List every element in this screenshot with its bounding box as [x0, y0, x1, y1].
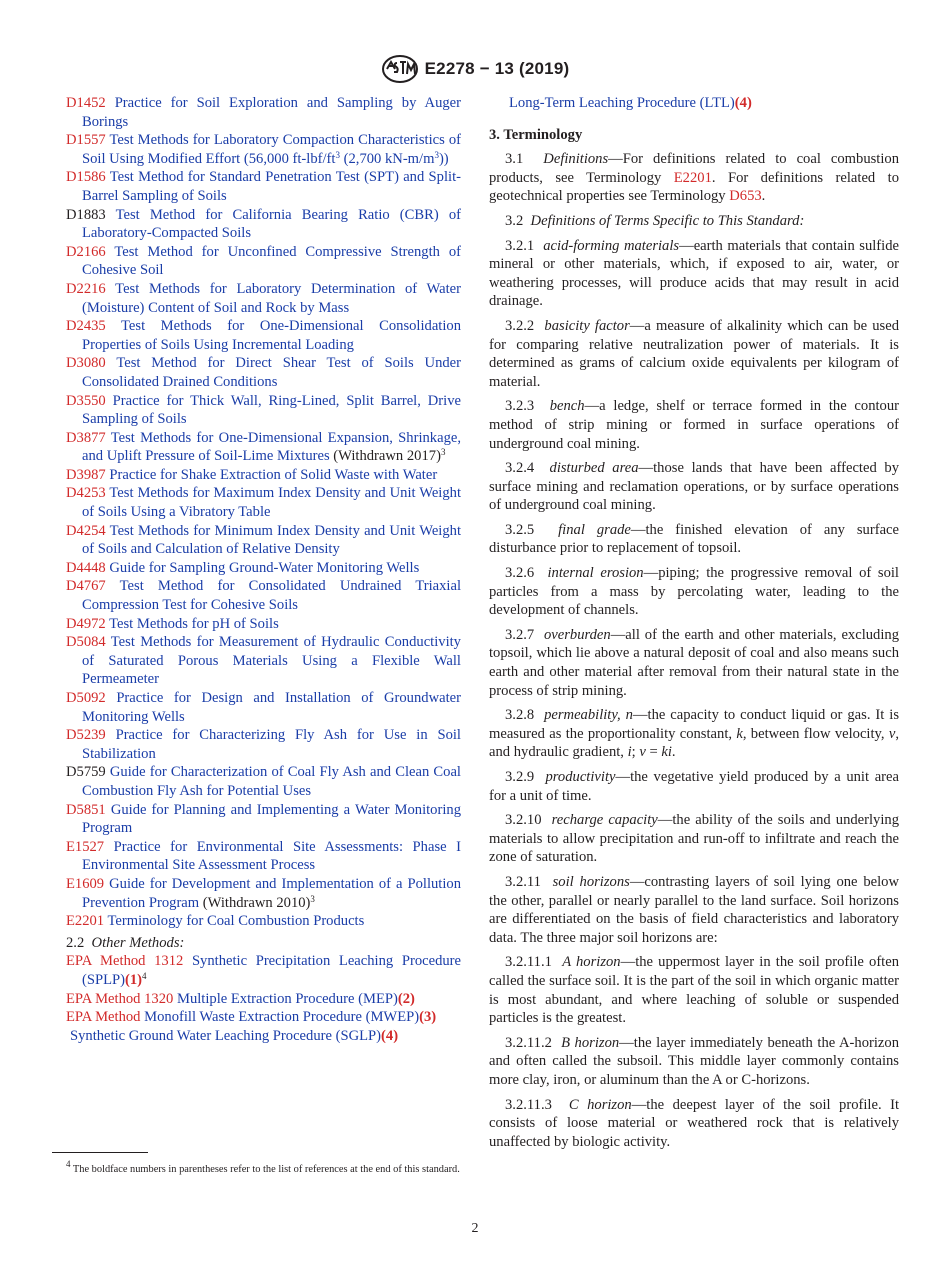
reference-d4767[interactable]: D4767 Test Method for Consolidated Undrained Triaxial Compression Test for Cohesive Soils: [66, 578, 461, 614]
link-e2201[interactable]: E2201: [673, 169, 712, 186]
definition-3-2-11-1: 3.2.11.1 A horizon—the uppermost layer in the soil profile often called the surface soil. It is the part of the soil in which organic matter is most abundant, and where leaching of soluble or suspended particles is the greatest.: [489, 954, 900, 1027]
reference-d4972[interactable]: D4972 Test Methods for pH of Soils: [66, 615, 279, 632]
other-method-1[interactable]: EPA Method 1312 Synthetic Precipitation Leaching Procedure $(SPLP)(1)^4$: [66, 953, 461, 988]
page-header: [0, 54, 950, 84]
footnote: $^4$ The boldface numbers in parentheses refer to the list of references at the end of this standard.: [66, 1159, 460, 1175]
footnote-divider: [52, 1152, 148, 1153]
reference-d4253[interactable]: D4253 Test Methods for Maximum Index Density and Unit Weight of Soils Using a Vibratory Table: [66, 485, 462, 521]
reference-d5092[interactable]: D5092 Practice for Design and Installation of Groundwater Monitoring Wells: [66, 690, 461, 725]
ltl-reference[interactable]: Long-Term Leaching Procedure (LTL)(4): [509, 95, 752, 111]
left-column: [66, 94, 461, 1045]
definition-3-2-6: 3.2.6 internal erosion—piping; the progressive removal of soil particles from a mass by percolating water, leading to the development of channels.: [489, 565, 899, 619]
reference-d3080[interactable]: D3080 Test Method for Direct Shear Test of Soils Under Consolidated Drained Conditions: [66, 355, 461, 390]
definition-3-2: 3.2 Definitions of Terms Specific to This Standard:: [505, 212, 805, 229]
reference-d1586[interactable]: D1586 Test Method for Standard Penetration Test (SPT) and Split-Barrel Sampling of Soils: [66, 169, 461, 204]
section-3-title: 3. Terminology: [489, 126, 583, 143]
definition-3-2-10: 3.2.10 recharge capacity—the ability of the soils and underlying materials to allow precipitation and run-off to infiltrate and reach the zone of saturation.: [489, 812, 900, 866]
definition-3-2-3: 3.2.3 bench—a ledge, shelf or terrace formed in the contour method of strip mining or formed in surface operations of underground coal mining.: [489, 398, 900, 452]
definition-3-2-11-2: 3.2.11.2 B horizon—the layer immediately beneath the A-horizon and often called the subsoil. This middle layer commonly contains more clay, iron, or aluminum than the A or C-horizons.: [489, 1034, 899, 1088]
other-method-4[interactable]: Synthetic Ground Water Leaching Procedure (SGLP)(4): [70, 1027, 399, 1044]
reference-d4254[interactable]: D4254 Test Methods for Minimum Index Density and Unit Weight of Soils and Calculation of Relative Density: [66, 522, 461, 558]
definition-3-2-11: 3.2.11 soil horizons—contrasting layers of soil lying one below the other, parallel or nearly parallel to the land surface. Soil horizons are differentiated on the basis of field characteristics and laboratory data. The three major soil horizons are:: [489, 873, 900, 946]
definition-3-2-7: 3.2.7 overburden—all of the earth and other materials, excluding topsoil, which lie above a natural deposit of coal and also means such earth and other material after removal from their natural state in the process of strip mining.: [489, 626, 899, 699]
reference-d2435[interactable]: D2435 Test Methods for One-Dimensional Consolidation Properties of Soils Using Incremental Loading: [66, 318, 462, 353]
page-number: 2: [471, 1221, 479, 1236]
reference-d2166[interactable]: D2166 Test Method for Unconfined Compressive Strength of Cohesive Soil: [66, 243, 461, 279]
reference-e1609[interactable]: E1609 Guide for Development and Implementation of a Pollution Prevention Program (Withdrawn 2010)$^3$: [66, 875, 461, 911]
reference-d1452[interactable]: D1452 Practice for Soil Exploration and Sampling by Auger Borings: [66, 95, 461, 130]
reference-d1557[interactable]: D1557 Test Methods for Laboratory Compaction Characteristics of Soil Using Modified Effort (56,000 $ft-lbf/ft^3$ (2,700 $kN-m/m^3$)): [66, 132, 461, 167]
document-id: E2278 − 13 (2019): [424, 59, 570, 78]
reference-d1883[interactable]: D1883 Test Method for California Bearing Ratio (CBR) of Laboratory-Compacted Soils: [66, 206, 461, 242]
link-d653[interactable]: D653: [729, 188, 762, 205]
other-methods-heading: 2.2 Other Methods:: [66, 934, 185, 951]
referenced-documents-list: [66, 94, 461, 931]
definitions-list: [489, 237, 899, 1152]
reference-d5239[interactable]: D5239 Practice for Characterizing Fly Ash for Use in Soil Stabilization: [66, 727, 461, 762]
reference-d5759[interactable]: D5759 Guide for Characterization of Coal Fly Ash and Clean Coal Combustion Fly Ash for Potential Uses: [66, 764, 461, 799]
definition-3-2-1: 3.2.1 acid-forming materials—earth materials that contain sulfide mineral or other materials, which, if exposed to air, water, or weathering processes, will produce acids that may result in acid drainage.: [489, 237, 899, 310]
other-method-3[interactable]: EPA Method Monofill Waste Extraction Procedure (MWEP)(3): [66, 1009, 437, 1026]
reference-d3550[interactable]: D3550 Practice for Thick Wall, Ring-Lined, Split Barrel, Drive Sampling of Soils: [66, 392, 461, 428]
reference-d2216[interactable]: D2216 Test Methods for Laboratory Determination of Water (Moisture) Content of Soil and Rock by Mass: [66, 280, 461, 316]
reference-d5084[interactable]: D5084 Test Methods for Measurement of Hydraulic Conductivity of Saturated Porous Materials Using a Flexible Wall Permeameter: [66, 634, 461, 688]
definition-3-2-2: 3.2.2 basicity factor—a measure of alkalinity which can be used for comparing relative neutralization power of materials. It is determined as grams of calcium oxide equivalents per kilogram of material.: [489, 317, 900, 390]
reference-d3877[interactable]: D3877 Test Methods for One-Dimensional Expansion, Shrinkage, and Uplift Pressure of Soil-Lime Mixtures (Withdrawn 2017)$^3$: [66, 429, 461, 465]
definition-3-2-11-3: 3.2.11.3 C horizon—the deepest layer of the soil profile. It consists of loose material or weathered rock that is relatively unaffected by biologic activity.: [489, 1096, 900, 1150]
reference-d5851[interactable]: D5851 Guide for Planning and Implementing a Water Monitoring Program: [66, 801, 461, 837]
definition-3-2-4: 3.2.4 disturbed area—those lands that have been affected by surface mining and reclamation operations, or by surface operations of underground coal mining.: [489, 460, 900, 514]
definition-3-1: 3.1 Definitions—For definitions related to coal combustion products, see Terminology E2201. For definitions related to geotechnical properties see Terminology D653.: [489, 151, 900, 205]
reference-d4448[interactable]: D4448 Guide for Sampling Ground-Water Monitoring Wells: [66, 559, 420, 576]
definition-3-2-5: 3.2.5 final grade—the finished elevation of any surface disturbance prior to replacement of topsoil.: [489, 521, 900, 557]
reference-d3987[interactable]: D3987 Practice for Shake Extraction of Solid Waste with Water: [66, 466, 438, 483]
other-methods-list: [66, 952, 461, 1045]
other-method-2[interactable]: EPA Method 1320 Multiple Extraction Procedure (MEP)(2): [66, 990, 415, 1007]
right-column: [489, 94, 899, 1157]
astm-logo-icon: [381, 54, 419, 84]
definition-3-2-8: 3.2.8 permeability, n—the capacity to conduct liquid or gas. It is measured as the proportionality constant, k, between flow velocity, v, and hydraulic gradient, i; v = ki.: [489, 707, 899, 761]
definition-3-2-9: 3.2.9 productivity—the vegetative yield produced by a unit area for a unit of time.: [489, 769, 899, 804]
reference-e1527[interactable]: E1527 Practice for Environmental Site Assessments: Phase I Environmental Site Assessment Process: [66, 838, 461, 874]
reference-e2201[interactable]: E2201 Terminology for Coal Combustion Products: [66, 913, 365, 930]
